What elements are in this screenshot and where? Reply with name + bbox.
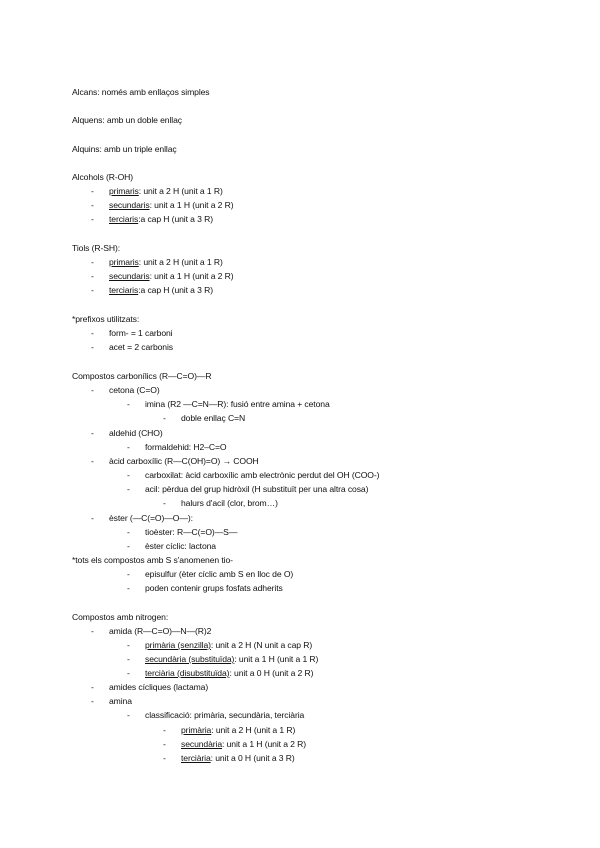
amida-secundaria: secundària (substituïda): unit a 1 H (unit a 1 R) [145, 654, 319, 664]
bullet-dash: - [91, 328, 94, 338]
bullet-dash: - [91, 682, 94, 692]
bullet-dash: - [127, 470, 130, 480]
bullet-dash: - [91, 214, 94, 224]
halurs-item: halurs d'acil (clor, brom…) [181, 498, 278, 508]
alcohols-heading: Alcohols (R-OH) [72, 172, 134, 182]
amides-cicliques-item: amides cícliques (lactama) [109, 682, 209, 692]
acil-item: acil: pèrdua del grup hidròxil (H substituït per una altra cosa) [145, 484, 369, 494]
bullet-dash: - [91, 513, 94, 523]
bullet-dash: - [91, 456, 94, 466]
bullet-dash: - [163, 413, 166, 423]
tiols-heading: Tiols (R-SH): [72, 243, 121, 253]
prefix-acet: acet = 2 carbonis [109, 342, 173, 352]
bullet-dash: - [127, 541, 130, 551]
alcohols-primaris: primaris: unit a 2 H (unit a 1 R) [109, 186, 223, 196]
bullet-dash: - [91, 385, 94, 395]
nitrogen-heading: Compostos amb nitrogen: [72, 612, 169, 622]
cetona-item: cetona (C=O) [109, 385, 160, 395]
amina-terciaria: terciària: unit a 0 H (unit a 3 R) [181, 753, 295, 763]
amina-secundaria: secundària: unit a 1 H (unit a 2 R) [181, 739, 307, 749]
prefixos-heading: *prefixos utilitzats: [72, 314, 140, 324]
doble-enllac-item: doble enllaç C=N [181, 413, 246, 423]
bullet-dash: - [163, 739, 166, 749]
carbonilics-heading: Compostos carbonílics (R—C=O)—R [72, 371, 212, 381]
acid-item: àcid carboxílic (R—C(OH)=O) → COOH [109, 456, 259, 466]
poden-item: poden contenir grups fosfats adherits [145, 583, 283, 593]
bullet-dash: - [127, 399, 130, 409]
amida-terciaria: terciària (disubstituïda): unit a 0 H (unit a 2 R) [145, 668, 314, 678]
alquins-line: Alquins: amb un triple enllaç [72, 144, 177, 154]
carboxilat-item: carboxilat: àcid carboxílic amb electrònic perdut del OH (COO-) [145, 470, 380, 480]
amina-item: amina [109, 696, 132, 706]
bullet-dash: - [127, 527, 130, 537]
tioester-item: tioèster: R—C(=O)—S— [145, 527, 238, 537]
aldehid-item: aldehid (CHO) [109, 428, 163, 438]
tiols-primaris: primaris: unit a 2 H (unit a 1 R) [109, 257, 223, 267]
bullet-dash: - [91, 271, 94, 281]
bullet-dash: - [127, 442, 130, 452]
bullet-dash: - [163, 725, 166, 735]
prefix-form: form- = 1 carboni [109, 328, 173, 338]
bullet-dash: - [127, 640, 130, 650]
episulfur-item: episulfur (èter cíclic amb S en lloc de O) [145, 569, 294, 579]
formaldehid-item: formaldehid: H2–C=O [145, 442, 227, 452]
alcohols-terciaris: terciaris:a cap H (unit a 3 R) [109, 214, 213, 224]
bullet-dash: - [127, 710, 130, 720]
ester-item: èster (—C(=O)—O—): [109, 513, 193, 523]
bullet-dash: - [91, 285, 94, 295]
bullet-dash: - [163, 753, 166, 763]
ester-ciclic-item: èster cíclic: lactona [145, 541, 216, 551]
classificacio-item: classificació: primària, secundària, terciària [145, 710, 305, 720]
alquens-line: Alquens: amb un doble enllaç [72, 115, 182, 125]
bullet-dash: - [91, 696, 94, 706]
bullet-dash: - [127, 654, 130, 664]
bullet-dash: - [127, 668, 130, 678]
bullet-dash: - [91, 257, 94, 267]
imina-item: imina (R2 —C=N—R): fusió entre amina + cetona [145, 399, 330, 409]
bullet-dash: - [91, 186, 94, 196]
bullet-dash: - [127, 569, 130, 579]
alcans-line: Alcans: només amb enllaços simples [72, 87, 210, 97]
bullet-dash: - [91, 428, 94, 438]
tiols-terciaris: terciaris:a cap H (unit a 3 R) [109, 285, 213, 295]
bullet-dash: - [127, 484, 130, 494]
amida-primaria: primària (senzilla): unit a 2 H (N unit a cap R) [145, 640, 313, 650]
tiols-secundaris: secundaris: unit a 1 H (unit a 2 R) [109, 271, 234, 281]
bullet-dash: - [91, 200, 94, 210]
tots-note: *tots els compostos amb S s'anomenen tio- [72, 555, 233, 565]
bullet-dash: - [163, 498, 166, 508]
amida-item: amida (R—C=O)—N—(R)2 [109, 626, 212, 636]
bullet-dash: - [91, 626, 94, 636]
bullet-dash: - [91, 342, 94, 352]
bullet-dash: - [127, 583, 130, 593]
amina-primaria: primària: unit a 2 H (unit a 1 R) [181, 725, 296, 735]
alcohols-secundaris: secundaris: unit a 1 H (unit a 2 R) [109, 200, 234, 210]
